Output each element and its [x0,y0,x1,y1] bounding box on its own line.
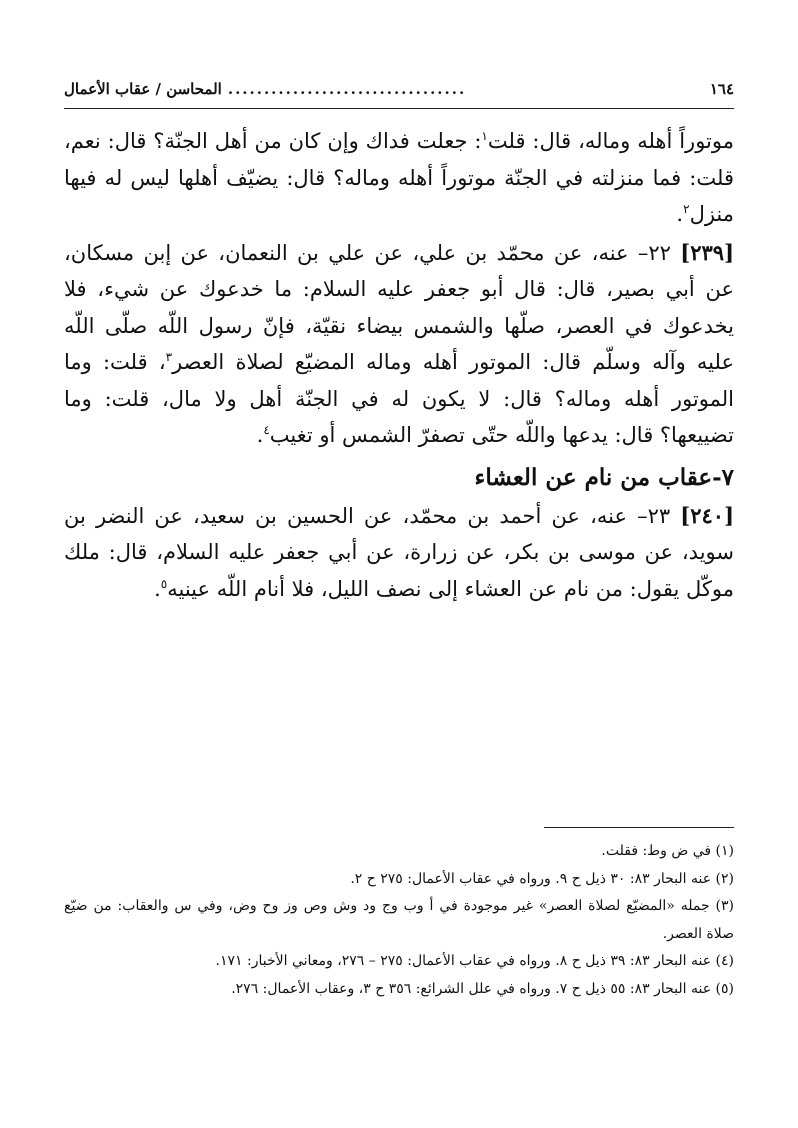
footnote-item: (١) في ض وط: فقلت. [601,843,734,859]
footnote-marker: ٣ [165,350,173,364]
running-header [64,80,734,109]
paragraph-group-1 [64,123,734,454]
paragraph-text: . [154,576,161,601]
paragraph-text: . [256,423,264,447]
paragraph-group-2 [64,498,734,608]
footnotes [64,838,734,1003]
footnote-item: (٥) عنه البحار ٨٣: ٥٥ ذيل ح ٧. ورواه في علل الشرائع: ٣٥٦ ح ٣، وعقاب الأعمال: ٢٧٦. [231,980,734,997]
paragraph-text: ، قلت: وما الموتور أهله وماله؟ قال: لا يكون له في الجنّة أهل ولا مال، قلت: وما تضييعها؟ قال: يدعها واللّه حتّى تصفرّ الشمس أو تغيب [64,350,734,447]
page-number: ١٦٤ [709,80,734,98]
paragraph-p1 [64,123,734,233]
paragraph-p3 [64,498,734,608]
paragraph-p2 [64,235,734,454]
footnote-item: (٤) عنه البحار ٨٣: ٣٩ ذيل ح ٨. ورواه في عقاب الأعمال: ٢٧٥ – ٢٧٦، ومعاني الأخبار: ١٧١. [215,953,734,969]
main-text [64,123,734,607]
header-leader-dots: ................................. [227,80,467,98]
paragraph-text: ٢٢– عنه، عن محمّد بن علي، عن علي بن النعمان، عن إبن مسكان، عن أبي بصير، قال: قال أبو جعفر عليه السلام: ما خدعوك عن شيء، فلا يخدعوك في العصر، صلّها والشمس بيضاء نقيّة، فإنّ رسول اللّه صلّى اللّه عليه وآله وسلّم قال: الموتور أهله وماله المضيّع لصلاة العصر [64,240,734,374]
hadith-number: [٢٣٩] [680,239,734,265]
footnote-marker: ٥ [160,576,168,591]
footnote-marker: ٢ [683,202,690,216]
paragraph-text: ٢٣– عنه، عن أحمد بن محمّد، عن الحسين بن سعيد، عن النضر بن سويد، عن موسى بن بكر، عن زرارة، عن أبي جعفر عليه السلام، قال: ملك موكّل يقول: من نام عن العشاء إلى نصف الليل، فلا أنام اللّه عينيه [64,503,734,601]
footnote-item: (٢) عنه البحار ٨٣: ٣٠ ذيل ح ٩. ورواه في عقاب الأعمال: ٢٧٥ ح ٢. [350,870,734,887]
paragraph-text: . [676,202,684,226]
paragraph-text: موتوراً أهله وماله، قال: قلت [487,129,734,153]
footnote-marker: ١ [481,129,488,143]
book-page [64,80,734,997]
hadith-number: [٢٤٠] [680,502,734,528]
paragraph-text: : جعلت فداك وإن كان من أهل الجنّة؟ قال: نعم، قلت: فما منزلته في الجنّة موتوراً أهله وماله؟ قال: يضيّف أهلها ليس له فيها منزل [64,129,734,226]
footnote-item: (٣) جمله «المضيّع لصلاة العصر» غير موجودة في أ وب وج ود وش وص وز وح وض، وفي س والعقاب: من ضيّع صلاة العصر. [64,898,734,942]
running-title: المحاسن / عقاب الأعمال [64,80,222,98]
footnote-divider [544,827,734,828]
section-heading: ٧-عقاب من نام عن العشاء [474,463,734,491]
footnote-marker: ٤ [263,423,270,437]
